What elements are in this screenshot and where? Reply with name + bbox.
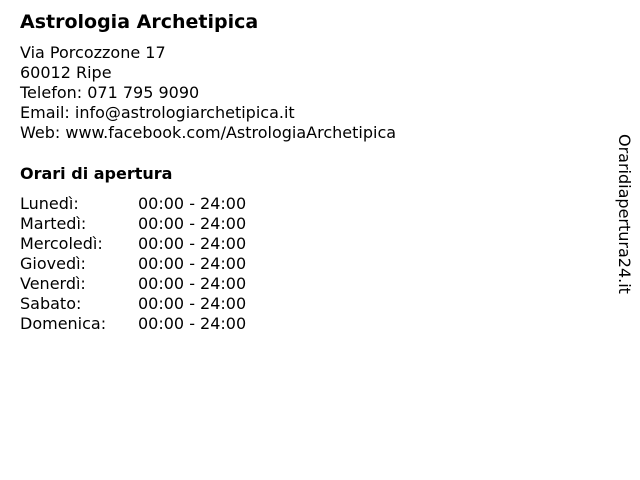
hours-row-wednesday [20,234,246,254]
hours-row-friday [20,274,246,294]
site-brand-vertical: Oraridiapertura24.it [615,134,634,294]
city-postcode: 60012 Ripe [20,63,112,82]
hours-row-tuesday [20,214,246,234]
day-label: Giovedì: [20,254,86,273]
hours-row-sunday [20,314,246,334]
web-line: Web: www.facebook.com/AstrologiaArchetipica [20,123,397,142]
day-label: Martedì: [20,214,87,233]
day-hours: 00:00 - 24:00 [138,314,247,333]
day-hours: 00:00 - 24:00 [138,274,247,293]
day-label: Lunedì: [20,194,79,213]
day-label: Venerdì: [20,274,86,293]
contact-block [20,43,396,143]
hours-row-monday [20,194,246,214]
hours-row-saturday [20,294,246,314]
day-label: Sabato: [20,294,82,313]
opening-hours-title: Orari di apertura [20,164,173,183]
day-hours: 00:00 - 24:00 [138,234,247,253]
business-name: Astrologia Archetipica [20,11,259,33]
street-address: Via Porcozzone 17 [20,43,166,62]
day-label: Domenica: [20,314,107,333]
opening-hours-table [20,194,246,334]
email-line: Email: info@astrologiarchetipica.it [20,103,295,122]
day-hours: 00:00 - 24:00 [138,194,247,213]
hours-row-thursday [20,254,246,274]
day-label: Mercoledì: [20,234,103,253]
phone-line: Telefon: 071 795 9090 [20,83,200,102]
day-hours: 00:00 - 24:00 [138,294,247,313]
day-hours: 00:00 - 24:00 [138,254,247,273]
day-hours: 00:00 - 24:00 [138,214,247,233]
